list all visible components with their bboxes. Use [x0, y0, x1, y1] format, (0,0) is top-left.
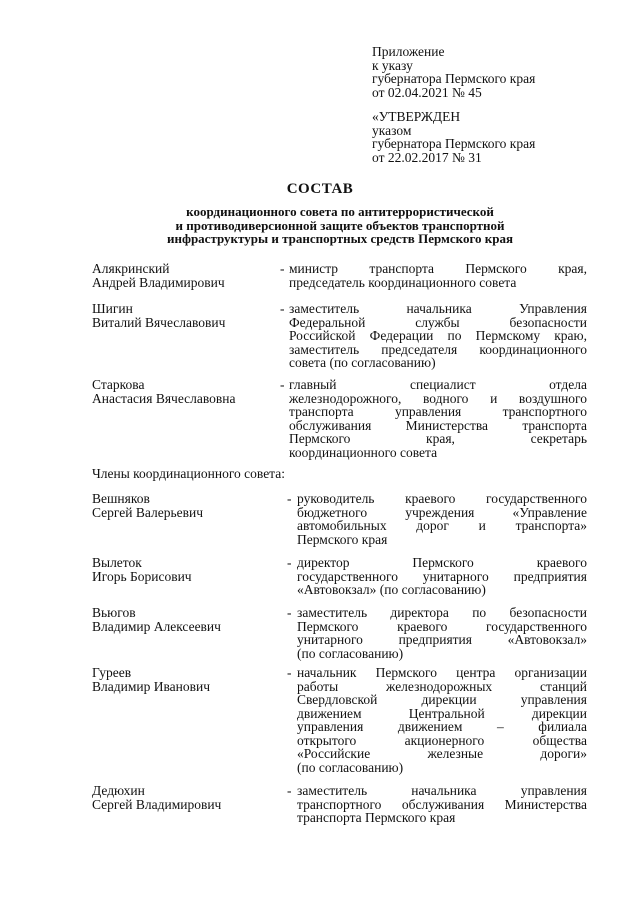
member-name-line: Игорь Борисович — [92, 568, 192, 584]
subtitle-line: инфраструктуры и транспортных средств Пермского края — [166, 231, 514, 246]
member-name-line: Владимир Иванович — [92, 678, 211, 694]
member-role-line: заместитель директора по безопасности — [297, 605, 587, 620]
appendix-block — [372, 45, 535, 99]
member-role — [289, 262, 587, 289]
member-role-line: железнодорожного, водного и воздушного — [289, 390, 587, 406]
member-name-line: Гуреев — [92, 665, 132, 680]
document-title: СОСТАВ — [286, 181, 354, 197]
dash-separator: - — [287, 665, 292, 680]
subtitle-line: и противодиверсионной защите объектов транспортной — [175, 217, 505, 233]
member-role-line: председатель координационного совета — [289, 274, 517, 290]
appendix-line: от 02.04.2021 № 45 — [372, 84, 482, 100]
dash-separator: - — [287, 783, 292, 798]
appendix-line: Приложение — [372, 44, 445, 59]
member-role-line: Пермского края — [297, 531, 388, 547]
member-role-line: министр транспорта Пермского края, — [289, 261, 587, 276]
member-name-line: Виталий Вячеславович — [92, 314, 226, 330]
member-role-line: начальник Пермского центра организации — [297, 665, 587, 680]
member-role — [297, 606, 587, 660]
member-name — [92, 378, 277, 405]
member-role-line: Российской Федерации по Пермскому краю, — [289, 328, 587, 343]
member-role-line: «Автовокзал» (по согласованию) — [297, 582, 486, 597]
member-role-line: работы железнодорожных станций — [297, 678, 587, 694]
member-name-line: Владимир Алексеевич — [92, 618, 221, 634]
approved-line: губернатора Пермского края — [372, 136, 536, 151]
member-role-line: Свердловской дирекции управления — [297, 692, 587, 707]
member-name-line: Сергей Валерьевич — [92, 504, 203, 520]
member-role-line: автомобильных дорог и транспорта» — [297, 518, 587, 533]
member-role — [297, 666, 587, 774]
member-role-line: обслуживания Министерства транспорта — [289, 417, 587, 433]
member-role-line: «Российские железные дороги» — [297, 746, 587, 761]
member-name — [92, 606, 277, 633]
member-role-line: транспорта управления транспортного — [289, 404, 587, 419]
member-role-line: управления движением – филиала — [297, 719, 587, 734]
appendix-line: к указу — [372, 57, 413, 73]
member-role-line: государственного унитарного предприятия — [297, 568, 587, 584]
member-name-line: Вылеток — [92, 555, 142, 570]
dash-separator: - — [287, 491, 292, 506]
approved-block — [372, 110, 535, 164]
member-role-line: руководитель краевого государственного — [297, 491, 587, 506]
dash-separator: - — [287, 605, 292, 620]
member-role-line: заместитель председателя координационного — [289, 341, 587, 357]
member-role-line: бюджетного учреждения «Управление — [297, 504, 587, 520]
dash-separator: - — [280, 261, 285, 276]
member-role-line: транспорта Пермского края — [297, 810, 456, 825]
dash-separator: - — [280, 301, 285, 316]
document-subtitle — [100, 205, 580, 246]
member-name-line: Алякринский — [92, 261, 170, 276]
member-name-line: Вьюгов — [92, 605, 136, 620]
member-role-line: совета (по согласованию) — [289, 355, 436, 370]
member-role-line: Федеральной службы безопасности — [289, 314, 587, 330]
member-role-line: транспортного обслуживания Министерства — [297, 796, 587, 812]
subtitle-line: координационного совета по антитеррористической — [186, 204, 494, 219]
member-name-line: Дедюхин — [92, 783, 145, 798]
member-name-line: Анастасия Вячеславовна — [92, 390, 236, 406]
member-role — [289, 302, 587, 370]
approved-line: от 22.02.2017 № 31 — [372, 149, 482, 165]
member-name — [92, 302, 277, 329]
member-name — [92, 262, 277, 289]
member-role-line: Пермского края, секретарь — [289, 431, 587, 446]
member-name-line: Вешняков — [92, 491, 150, 506]
member-name — [92, 556, 277, 583]
member-name — [92, 784, 277, 811]
member-role-line: заместитель начальника управления — [297, 783, 587, 798]
approved-line: указом — [372, 122, 412, 138]
member-role — [297, 556, 587, 597]
member-role-line: Пермского краевого государственного — [297, 618, 587, 634]
member-role-line: движением Центральной дирекции — [297, 705, 587, 721]
member-name — [92, 666, 277, 693]
dash-separator: - — [280, 377, 285, 392]
member-role-line: унитарного предприятия «Автовокзал» — [297, 632, 587, 647]
member-role-line: директор Пермского краевого — [297, 555, 587, 570]
member-role-line: заместитель начальника Управления — [289, 301, 587, 316]
member-role-line: (по согласованию) — [297, 759, 404, 775]
appendix-line: губернатора Пермского края — [372, 71, 536, 86]
dash-separator: - — [287, 555, 292, 570]
member-role-line: координационного совета — [289, 444, 438, 460]
member-role — [289, 378, 587, 459]
members-label: Члены координационного совета: — [92, 466, 285, 481]
member-name-line: Сергей Владимирович — [92, 796, 222, 812]
approved-line: «УТВЕРЖДЕН — [372, 109, 461, 124]
member-name-line: Андрей Владимирович — [92, 274, 225, 290]
member-role-line: открытого акционерного общества — [297, 732, 587, 748]
member-role-line: главный специалист отдела — [289, 377, 587, 392]
member-role — [297, 492, 587, 546]
member-role-line: (по согласованию) — [297, 645, 404, 661]
member-role — [297, 784, 587, 825]
member-name-line: Старкова — [92, 377, 145, 392]
member-name-line: Шигин — [92, 301, 133, 316]
member-name — [92, 492, 277, 519]
